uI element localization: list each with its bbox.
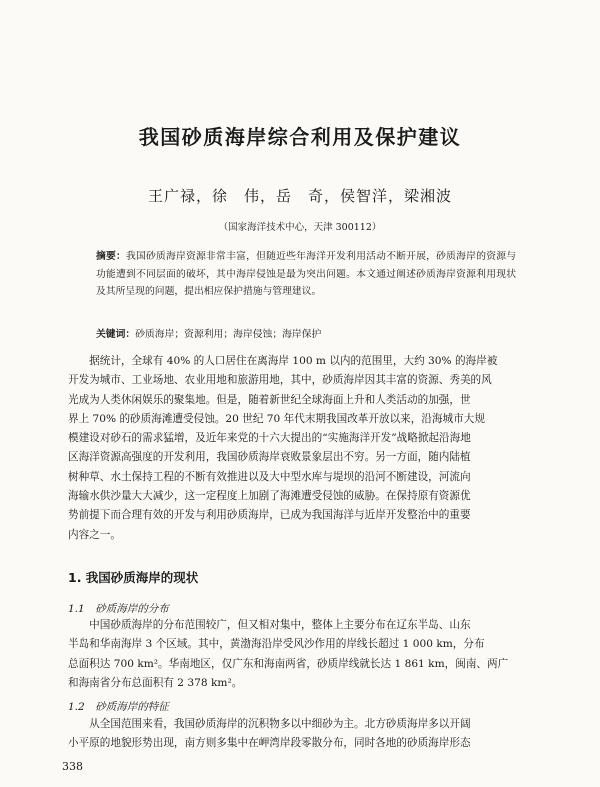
text-line: 模建设对砂石的需求猛增，及近年来党的十六大提出的“实施海洋开发”战略掀起沿海地 [68, 432, 471, 445]
features-paragraph [68, 715, 550, 754]
affiliation: （国家海洋技术中心，天津 300112） [218, 222, 382, 233]
text-line: 开发为城市、工业场地、农业用地和旅游用地，其中，砂质海岸因其丰富的资源、秀美的风 [68, 374, 492, 387]
abstract-label: 摘要： [96, 251, 127, 262]
text-line: 小平原的地貌形势出现，南方则多集中在岬湾岸段零散分布，同时各地的砂质海岸形态 [68, 737, 471, 750]
text-line: 区海洋资源高强度的开发利用，我国砂质海岸衰败景象层出不穷。另一方面，随内陆植 [68, 451, 471, 464]
text-line: 中国砂质海岸的分布范围较广，但又相对集中，整体上主要分布在辽东半岛、山东 [68, 619, 471, 631]
subsection-heading: 1.2 砂质海岸的特征 [68, 701, 169, 713]
subsection-heading: 1.1 砂质海岸的分布 [68, 603, 169, 615]
section-heading: 1. 我国砂质海岸的现状 [68, 570, 199, 585]
abstract-text: 我国砂质海岸资源非常丰富，但随近些年海洋开发利用活动不断开展，砂质海岸的资源与功能遭到不同层面的破坏，其中海岸侵蚀是最为突出问题。本文通过阐述砂质海岸资源利用现状及其所呈现的问题，提出相应保护措施与管理建议。 [96, 251, 517, 297]
keywords-label: 关键词： [96, 329, 136, 340]
text-line: 总面积达 700 km²。华南地区，仅广东和海南两省，砂质岸线就长达 1 861 km，闽南、两广 [68, 657, 509, 670]
text-line: 界上 70% 的砂质海滩遭受侵蚀。20 世纪 70 年代末期我国改革开放以来，沿海城市大规 [68, 412, 485, 425]
text-line: 树种草、水土保持工程的不断有效推进以及大中型水库与堤坝的沿河不断建设，河流向 [68, 470, 471, 483]
text-line: 光成为人类休闲娱乐的聚集地。但是，随着新世纪全球海面上升和人类活动的加强，世 [68, 393, 471, 406]
text-line: 半岛和华南海岸 3 个区域。其中，黄渤海沿岸受风沙作用的岸线长超过 1 000 km，分布 [68, 638, 485, 651]
text-line: 和海南省分布总面积有 2 378 km²。 [68, 676, 243, 689]
text-line: 据统计，全球有 40% 的人口居住在离海岸 100 m 以内的范围里，大约 30% 的海岸被 [68, 355, 498, 367]
text-line: 从全国范围来看，我国砂质海岸的沉积物多以中细砂为主。北方砂质海岸多以开阔 [68, 718, 471, 730]
text-line: 内容之一。 [68, 528, 121, 541]
page-number: 338 [62, 760, 83, 773]
paper-title: 我国砂质海岸综合利用及保护建议 [138, 125, 462, 149]
author-list: 王广禄，徐 伟，岳 奇，侯智洋，梁湘波 [147, 187, 452, 205]
keywords [96, 326, 321, 340]
distribution-paragraph [68, 616, 550, 693]
keywords-text: 砂质海岸；资源利用；海岸侵蚀；海岸保护 [135, 329, 322, 340]
text-line: 海输水供沙量大大减少，这一定程度上加剧了海滩遭受侵蚀的威胁。在保持原有资源优 [68, 490, 471, 503]
abstract [96, 248, 516, 301]
intro-paragraph [68, 352, 550, 545]
text-line: 势前提下而合理有效的开发与利用砂质海岸，已成为我国海洋与近岸开发整治中的重要 [68, 509, 471, 522]
